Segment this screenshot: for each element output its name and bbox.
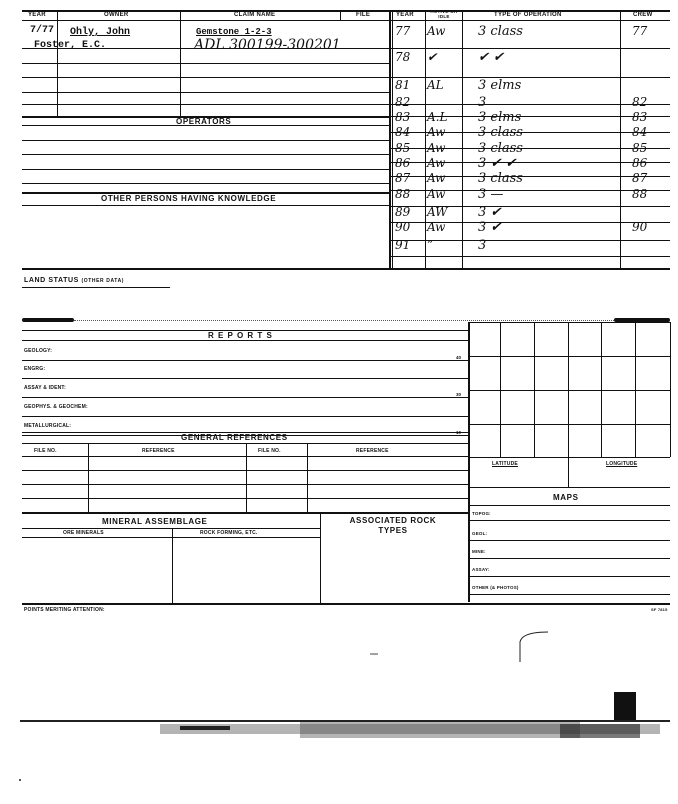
rock-forming-label: ROCK FORMING, ETC. <box>200 530 258 536</box>
operators-label: OPERATORS <box>176 117 232 126</box>
op-crew: 90 <box>632 220 648 234</box>
op-type: 3 elms <box>478 78 522 93</box>
op-type: 3 class <box>478 24 523 39</box>
op-status: AW <box>427 205 448 219</box>
report-label: GEOLOGY: <box>24 348 53 354</box>
map-item: MINE: <box>472 549 486 554</box>
ref-file-no-1: FILE NO. <box>34 448 57 454</box>
header-claim-name: CLAIM NAME <box>234 12 276 18</box>
maps-title: MAPS <box>553 493 579 502</box>
op-status: ” <box>427 238 434 252</box>
header-year: YEAR <box>28 12 46 18</box>
land-status-label <box>24 277 124 284</box>
op-crew: 84 <box>632 125 648 139</box>
reports-title: R E P O R T S <box>208 331 273 340</box>
map-item: TOPOG: <box>472 511 491 516</box>
op-year: 78 <box>395 50 411 64</box>
latitude-label: LATITUDE <box>492 461 518 467</box>
op-year: 87 <box>395 171 411 185</box>
op-type: 3 class <box>478 125 523 140</box>
map-item: GEOL: <box>472 531 488 536</box>
op-year: 88 <box>395 187 411 201</box>
header-file: FILE <box>356 12 371 18</box>
longitude-label: LONGITUDE <box>606 461 638 467</box>
op-type: 3 ✔ ✔ <box>478 156 517 171</box>
op-year: 83 <box>395 110 411 124</box>
op-status: Aw <box>427 220 446 234</box>
op-type: ✔ ✔ <box>478 50 504 65</box>
op-type: 3 — <box>478 187 504 202</box>
mineral-assemblage-title: MINERAL ASSEMBLAGE <box>102 517 208 526</box>
op-status: Aw <box>427 141 446 155</box>
op-type: 3 ✔ <box>478 205 502 220</box>
report-label: METALLURGICAL: <box>24 423 72 429</box>
points-meriting-attention: POINTS MERITING ATTENTION: <box>24 607 105 613</box>
report-number: 40 <box>456 355 462 360</box>
op-year: 77 <box>395 24 411 38</box>
op-crew: 77 <box>632 24 648 38</box>
other-persons-label: OTHER PERSONS HAVING KNOWLEDGE <box>101 194 277 203</box>
op-type: 3 class <box>478 141 523 156</box>
op-year: 89 <box>395 205 411 219</box>
op-crew: 85 <box>632 141 648 155</box>
owner-year-1: 7/77 <box>30 25 55 36</box>
op-status: Aw <box>427 187 446 201</box>
op-status: Aw <box>427 156 446 170</box>
map-item: OTHER (& PHOTOS) <box>472 585 519 590</box>
map-item: ASSAY: <box>472 567 490 572</box>
op-status: ✔ <box>427 50 438 64</box>
header-active-or-idle: ACTIVE OR IDLE <box>430 9 458 19</box>
ref-reference-2: REFERENCE <box>356 448 389 454</box>
op-type: 3 class <box>478 171 523 186</box>
claim-name-2: ADL 300199-300201 <box>194 37 341 53</box>
op-crew: 88 <box>632 187 648 201</box>
op-type: 3 <box>478 95 487 110</box>
op-year: 82 <box>395 95 411 109</box>
op-status: Aw <box>427 125 446 139</box>
op-type: 3 elms <box>478 110 522 125</box>
op-year: 84 <box>395 125 411 139</box>
op-year: 91 <box>395 238 411 252</box>
scan-noise <box>0 620 678 804</box>
header-year-2: YEAR <box>396 12 414 18</box>
report-label: ASSAY & IDENT: <box>24 385 66 391</box>
claim-name-1: Gemstone 1-2-3 <box>196 27 272 37</box>
op-type: 3 <box>478 238 487 253</box>
op-crew: 86 <box>632 156 648 170</box>
op-year: 85 <box>395 141 411 155</box>
header-crew: CREW <box>633 12 653 18</box>
op-status: A.L <box>427 110 448 124</box>
owner-name-2: Foster, E.C. <box>34 40 107 51</box>
land-status-subtitle: (OTHER DATA) <box>81 278 125 284</box>
op-status: Aw <box>427 24 446 38</box>
op-year: 86 <box>395 156 411 170</box>
op-crew: 87 <box>632 171 648 185</box>
op-crew: 83 <box>632 110 648 124</box>
header-owner: OWNER <box>104 12 129 18</box>
general-references-title: GENERAL REFERENCES <box>181 433 288 442</box>
op-type: 3 ✔ <box>478 220 502 235</box>
ore-minerals-label: ORE MINERALS <box>63 530 104 536</box>
form-number: SF 7815 <box>651 607 668 612</box>
op-year: 81 <box>395 78 411 92</box>
associated-rock-types-title: ASSOCIATED ROCK TYPES <box>349 516 437 535</box>
ref-reference-1: REFERENCE <box>142 448 175 454</box>
op-crew: 82 <box>632 95 648 109</box>
ref-file-no-2: FILE NO. <box>258 448 281 454</box>
land-status-title: LAND STATUS <box>24 277 79 284</box>
op-year: 90 <box>395 220 411 234</box>
header-type-of-operation: TYPE OF OPERATION <box>494 12 562 18</box>
op-status: AL <box>427 78 444 92</box>
owner-name-1: Ohly, John <box>70 27 131 38</box>
report-label: GEOPHYS. & GEOCHEM: <box>24 404 88 410</box>
op-status: Aw <box>427 171 446 185</box>
report-label: ENGRG: <box>24 366 46 372</box>
report-number: 30 <box>456 392 462 397</box>
